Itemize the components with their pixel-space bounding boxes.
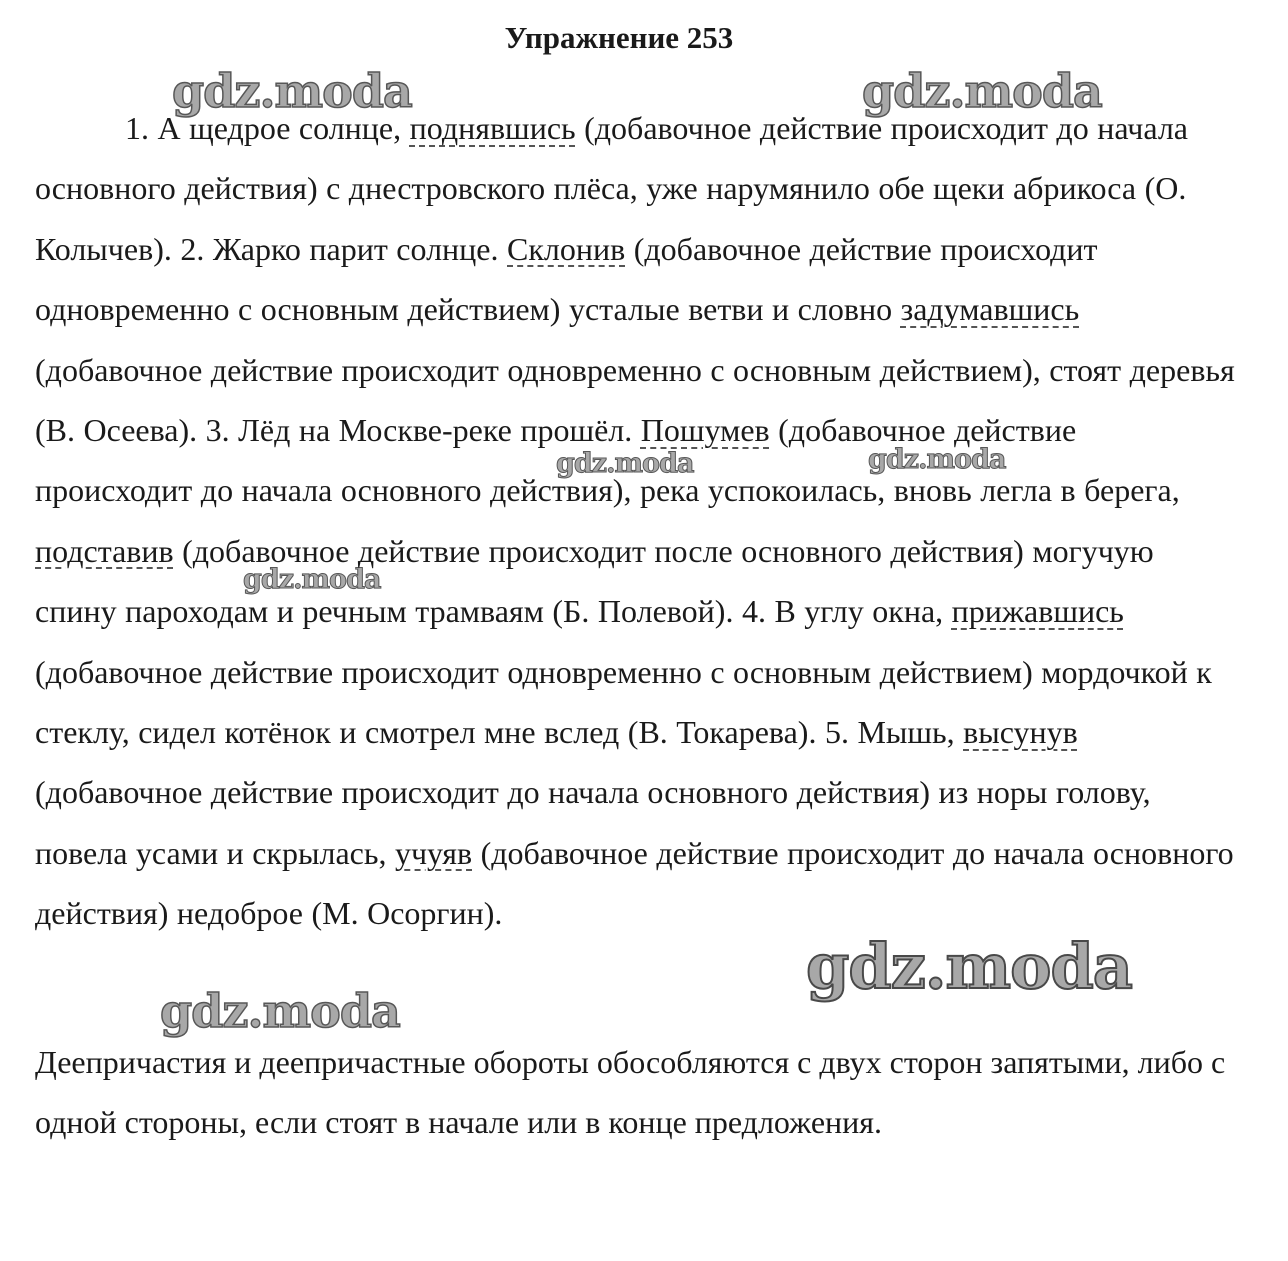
exercise-title: Упражнение 253 [504,20,734,55]
sentence-text: (добавочное действие происходит одновременно с основным действием), стоят деревья (В. Осеева). 3. Лёд на Москве-реке прошёл. [35,351,1235,449]
sentence-text: (добавочное действие происходит до начала основного действия) из норы голову, повела усами и скрылась, [35,774,1151,871]
sentence-text: (добавочное действие происходит одновременно с основным действием) мордочкой к стеклу, сидел котёнок и смотрел мне вслед (В. Токарева). 5. Мышь, [35,653,1212,751]
sentence-text: (добавочное действие происходит до начала основного действия) недоброе (М. Осоргин). [35,834,1234,932]
exercise-answer-text [35,98,1235,944]
gerund-word: Пошумев [640,412,770,449]
gerund-word: поднявшись [409,110,576,146]
sentence-text: 1. А щедрое солнце, [125,110,410,146]
gerund-word: подставив [35,532,174,569]
sentence-text: (добавочное действие происходит после основного действия) могучую спину пароходам и речным трамваям (Б. Полевой). 4. В углу окна, [35,532,1154,630]
sentence-text: (добавочное действие происходит до начала основного действия) с днестровского плёса, уже нарумянило обе щеки абрикоса (О. Колычев). 2. Жарко парит солнце. [35,110,1188,267]
gerund-word: прижавшись [951,593,1124,630]
gerund-word: задумавшись [900,291,1080,328]
watermark: gdz.moda [172,64,412,118]
rule-text: Деепричастия и деепричастные обороты обособляются с двух сторон запятыми, либо с одной стороны, если стоят в начале или в конце предложения. [35,1044,1226,1141]
watermark: gdz.moda [868,444,1006,475]
gerund-word: Склонив [507,230,626,267]
sentence-text: (добавочное действие происходит одновременно с основным действием) усталые ветви и словно [35,230,1098,328]
watermark: gdz.moda [806,930,1132,1003]
watermark: gdz.moda [862,64,1102,118]
sentence-text: (добавочное действие происходит до начала основного действия), река успокоилась, вновь легла в берега, [35,412,1180,509]
watermark: gdz.moda [556,448,694,479]
watermark: gdz.moda [160,984,400,1038]
watermark: gdz.moda [243,564,381,595]
gerund-word: высунув [963,714,1078,751]
gerund-word: учуяв [394,834,473,871]
